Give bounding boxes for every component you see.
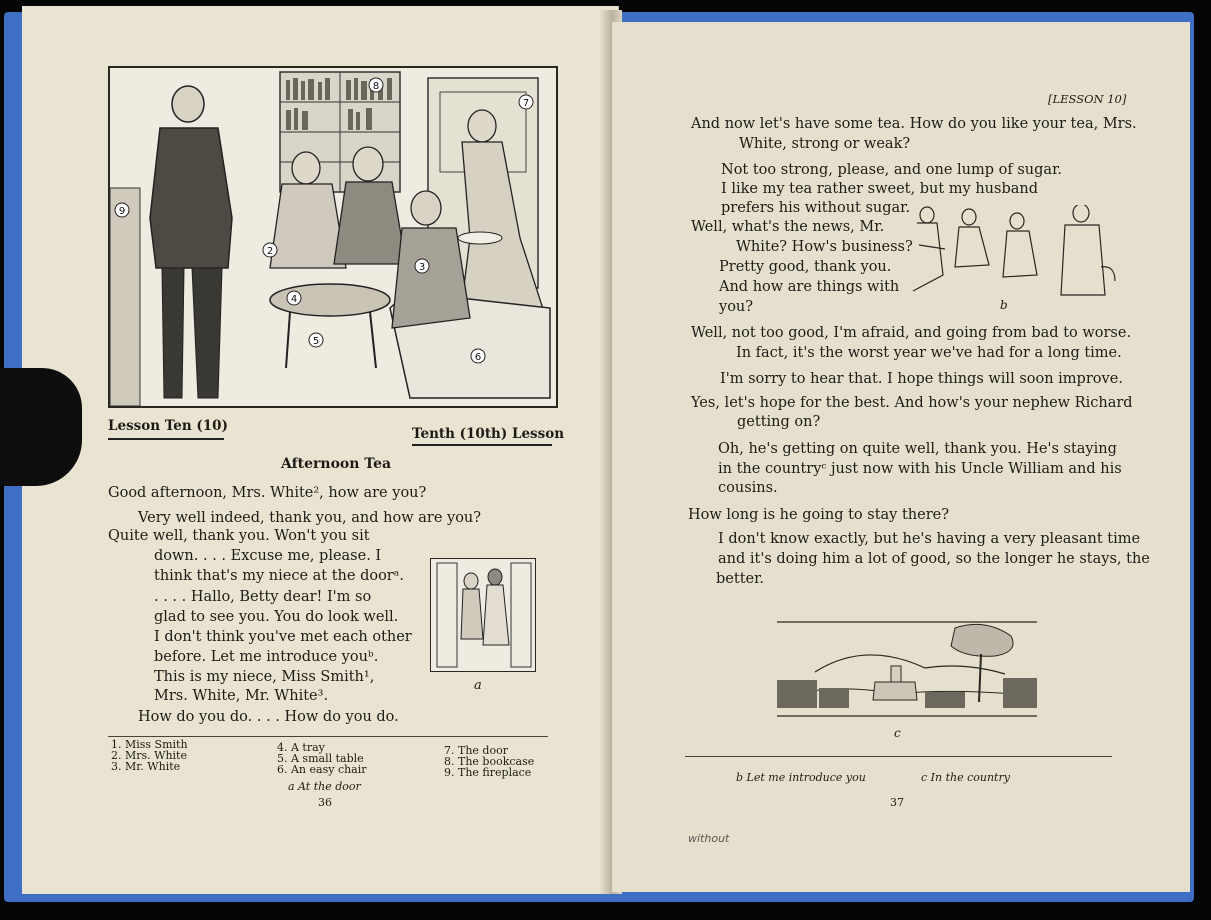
footnote-item: 1. Miss Smith [111,738,188,751]
heading-underline-right [412,444,552,446]
dialogue-line: Quite well, thank you. Won't you sit [108,528,370,544]
fig-number-3: 3 [418,262,426,273]
dialogue-line: Well, not too good, I'm afraid, and going from bad to worse. [691,325,1132,341]
dialogue-line: Not too strong, please, and one lump of sugar. [721,162,1063,178]
footnote-item: 5. A small table [277,752,364,765]
dialogue-line: White? How's business? [736,239,913,255]
dialogue-line: glad to see you. You do look well. [154,609,399,625]
figure-c-label: c [894,726,901,740]
dialogue-line: prefers his without sugar. [721,200,911,216]
handwritten-note: without [688,832,730,845]
dialogue-line: better. [716,571,765,587]
dialogue-line: White, strong or weak? [739,136,911,152]
dialogue-line: In fact, it's the worst year we've had for a long time. [736,345,1122,361]
dialogue-line: in the countryᶜ just now with his Uncle William and his [718,461,1122,477]
dialogue-line: Oh, he's getting on quite well, thank you. He's staying [718,441,1117,457]
fig-number-6: 6 [474,352,482,363]
dialogue-line: I don't think you've met each other [154,629,412,645]
door-figure-a [430,558,536,672]
footnote-item: 8. The bookcase [444,755,535,768]
dialogue-line: How long is he going to stay there? [688,507,949,523]
dialogue-line: . . . . Hallo, Betty dear! I'm so [154,589,372,605]
dialogue-line: I'm sorry to hear that. I hope things will soon improve. [720,371,1123,387]
dialogue-line: and it's doing him a lot of good, so the longer he stays, the [718,551,1150,567]
dialogue-line: How do you do. . . . How do you do. [138,709,399,725]
footnote-item: 7. The door [444,744,508,757]
figure-b-drawing [905,205,1117,299]
page-clip [0,368,82,486]
dialogue-line: Well, what's the news, Mr. [691,219,885,235]
illustration-drawing [110,68,556,406]
lesson-heading-left: Lesson Ten (10) [108,418,228,434]
page-number-right: 37 [890,796,904,809]
heading-underline-left [108,438,224,440]
fig-number-7: 7 [522,98,530,109]
footnote-divider-right [685,756,1112,757]
dialogue-line: Pretty good, thank you. [719,259,892,275]
footnote-a: a At the door [288,780,361,793]
fig-number-8: 8 [372,81,380,92]
fig-number-9: 9 [118,206,126,217]
right-page [612,22,1190,892]
dialogue-line: Very well indeed, thank you, and how are you? [138,510,482,526]
dialogue-line: before. Let me introduce youᵇ. [154,649,379,665]
dialogue-line: down. . . . Excuse me, please. I [154,548,382,564]
figure-c-countryside [775,618,1039,722]
dialogue-line: getting on? [737,414,821,430]
tea-party-illustration [108,66,558,408]
fig-number-4: 4 [290,294,298,305]
door-figure-drawing [431,559,535,671]
dialogue-line: Good afternoon, Mrs. White², how are you? [108,485,427,501]
lesson-heading-right: Tenth (10th) Lesson [412,426,565,442]
footnote-col2 [277,742,367,775]
figure-c-drawing [775,618,1039,722]
footnote-item: 4. A tray [277,741,325,754]
footnote-item: 9. The fireplace [444,766,532,779]
page-number-left: 36 [318,796,332,809]
figure-b-people [905,205,1117,299]
dialogue-line: you? [719,299,754,315]
lesson-title: Afternoon Tea [281,456,392,472]
dialogue-line: Yes, let's hope for the best. And how's your nephew Richard [691,395,1133,411]
fig-number-2: 2 [266,246,274,257]
dialogue-line: And now let's have some tea. How do you like your tea, Mrs. [691,116,1137,132]
footnote-c: c In the country [921,771,1010,784]
figure-a-label: a [474,678,482,693]
lesson-header: [LESSON 10] [1048,92,1127,106]
dialogue-line: This is my niece, Miss Smith¹, [154,669,375,685]
footnote-col1 [111,739,188,772]
footnote-item: 6. An easy chair [277,763,367,776]
dialogue-line: Mrs. White, Mr. White³. [154,688,329,704]
footnote-item: 2. Mrs. White [111,749,187,762]
footnote-item: 3. Mr. White [111,760,181,773]
dialogue-line: And how are things with [719,279,900,295]
footnote-b: b Let me introduce you [736,771,866,784]
footnote-col3 [444,745,534,778]
dialogue-line: think that's my niece at the doorᵃ. [154,568,404,584]
footnote-divider-left [108,736,548,737]
dialogue-line: I like my tea rather sweet, but my husband [721,181,1038,197]
dialogue-line: cousins. [718,480,778,496]
dialogue-line: I don't know exactly, but he's having a very pleasant time [718,531,1141,547]
figure-b-label: b [1000,298,1008,312]
fig-number-5: 5 [312,336,320,347]
